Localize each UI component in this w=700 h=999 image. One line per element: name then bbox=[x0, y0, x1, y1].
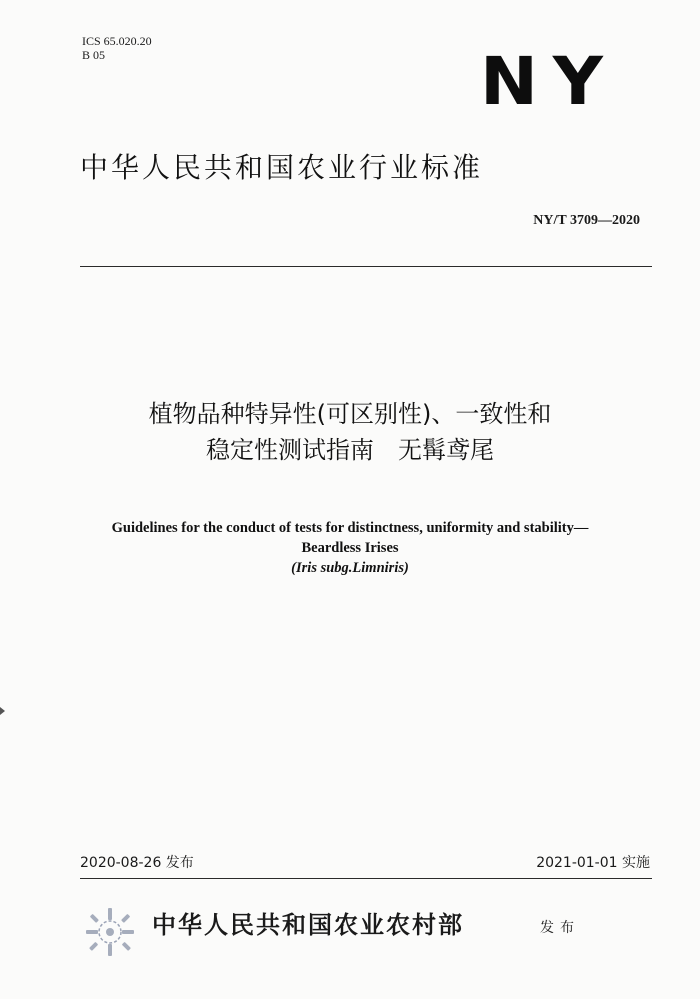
title-english-latin-name: (Iris subg.Limniris) bbox=[291, 560, 409, 576]
ccs-code: B 05 bbox=[82, 48, 106, 62]
title-english-line-2: Beardless Irises bbox=[301, 540, 399, 556]
issuing-authority: 中华人民共和国农业农村部 bbox=[152, 911, 464, 939]
title-chinese-line-1: 植物品种特异性(可区别性)、一致性和 bbox=[148, 400, 552, 428]
implementation-date: 2021-01-01 实施 bbox=[536, 855, 650, 871]
ministry-seal-icon bbox=[80, 902, 140, 962]
standard-heading: 中华人民共和国农业行业标准 bbox=[80, 151, 484, 184]
bottom-divider bbox=[80, 878, 652, 879]
title-chinese-line-2: 稳定性测试指南 无髯鸢尾 bbox=[206, 436, 494, 464]
publication-date: 2020-08-26 发布 bbox=[80, 855, 194, 871]
ics-code: ICS 65.020.20 bbox=[82, 34, 152, 48]
title-english bbox=[60, 518, 640, 578]
scan-edge-mark bbox=[0, 700, 6, 708]
standard-number: NY/T 3709—2020 bbox=[533, 213, 640, 228]
title-chinese bbox=[60, 396, 640, 468]
top-divider bbox=[80, 266, 652, 267]
title-english-line-1: Guidelines for the conduct of tests for distinctness, uniformity and stability— bbox=[111, 520, 589, 536]
ny-logo: NY bbox=[480, 43, 618, 120]
issuing-suffix: 发布 bbox=[540, 920, 580, 936]
